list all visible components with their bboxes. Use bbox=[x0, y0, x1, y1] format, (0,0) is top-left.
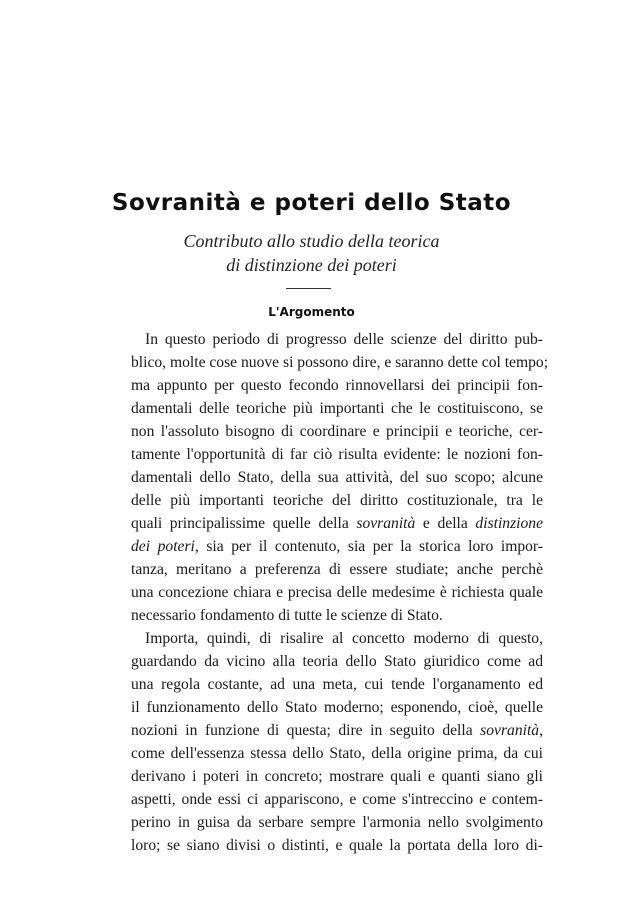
text-line: damentali dello Stato, della sua attività, del suo scopo; alcune bbox=[131, 469, 543, 486]
subtitle-line-2: di distinzione dei poteri bbox=[226, 255, 397, 275]
text-line: ma appunto per questo fecondo rinnovellarsi dei principii fon- bbox=[131, 377, 543, 394]
section-heading: L'Argomento bbox=[268, 305, 355, 319]
text-line bbox=[131, 512, 543, 535]
text-line: damentali delle teoriche più importanti che le costituiscono, se bbox=[131, 400, 543, 417]
text-line: una concezione chiara e precisa delle medesime è richiesta quale bbox=[131, 584, 543, 601]
text-line bbox=[131, 535, 543, 558]
text-line: loro; se siano divisi o distinti, e quale la portata della loro di- bbox=[131, 837, 543, 854]
text-line: delle più importanti teoriche del diritto costituzionale, tra le bbox=[131, 492, 543, 509]
text-line: aspetti, onde essi ci appariscono, e come s'intreccino e contem- bbox=[131, 791, 543, 808]
italic-term: distinzione bbox=[475, 515, 543, 532]
text-run: nozioni in funzione di questa; dire in seguito della bbox=[131, 722, 481, 739]
text-line: derivano i poteri in concreto; mostrare quali e quanti siano gli bbox=[131, 768, 543, 785]
text-line: tanza, meritano a preferenza di essere studiate; anche perchè bbox=[131, 561, 543, 578]
text-line: blico, molte cose nuove si possono dire, e saranno dette col tempo; bbox=[131, 354, 549, 371]
text-run: , bbox=[539, 722, 543, 739]
title-divider bbox=[286, 288, 331, 289]
page-title: Sovranità e poteri dello Stato bbox=[111, 190, 512, 216]
text-line: tamente l'opportunità di far ciò risulta evidente: le nozioni fon- bbox=[131, 446, 543, 463]
text-line: non l'assoluto bisogno di coordinare e principii e teoriche, cer- bbox=[131, 423, 543, 440]
text-line: come dell'essenza stessa dello Stato, della origine prima, da cui bbox=[131, 745, 543, 762]
text-line: il funzionamento dello Stato moderno; esponendo, cioè, quelle bbox=[131, 699, 543, 716]
text-run: , sia per il contenuto, sia per la storica loro impor- bbox=[194, 538, 543, 555]
subtitle-line-1: Contributo allo studio della teorica bbox=[183, 231, 440, 251]
text-line: In questo periodo di progresso delle scienze del diritto pub- bbox=[145, 331, 543, 348]
italic-term: sovranità bbox=[480, 722, 540, 739]
text-run: quali principalissime quelle della bbox=[131, 515, 357, 532]
italic-term: sovranità bbox=[356, 515, 416, 532]
text-line: necessario fondamento di tutte le scienze di Stato. bbox=[131, 607, 443, 624]
text-line: Importa, quindi, di risalire al concetto moderno di questo, bbox=[145, 630, 543, 647]
text-line: guardando da vicino alla teoria dello Stato giuridico come ad bbox=[131, 653, 543, 670]
body-text bbox=[131, 328, 549, 857]
italic-term: dei poteri bbox=[131, 538, 195, 555]
text-line: una regola costante, ad una meta, cui tende l'organamento ed bbox=[131, 676, 543, 693]
text-run: e della bbox=[415, 515, 476, 532]
text-line: perino in guisa da serbare sempre l'armonia nello svolgimento bbox=[131, 814, 543, 831]
text-line bbox=[131, 719, 543, 742]
